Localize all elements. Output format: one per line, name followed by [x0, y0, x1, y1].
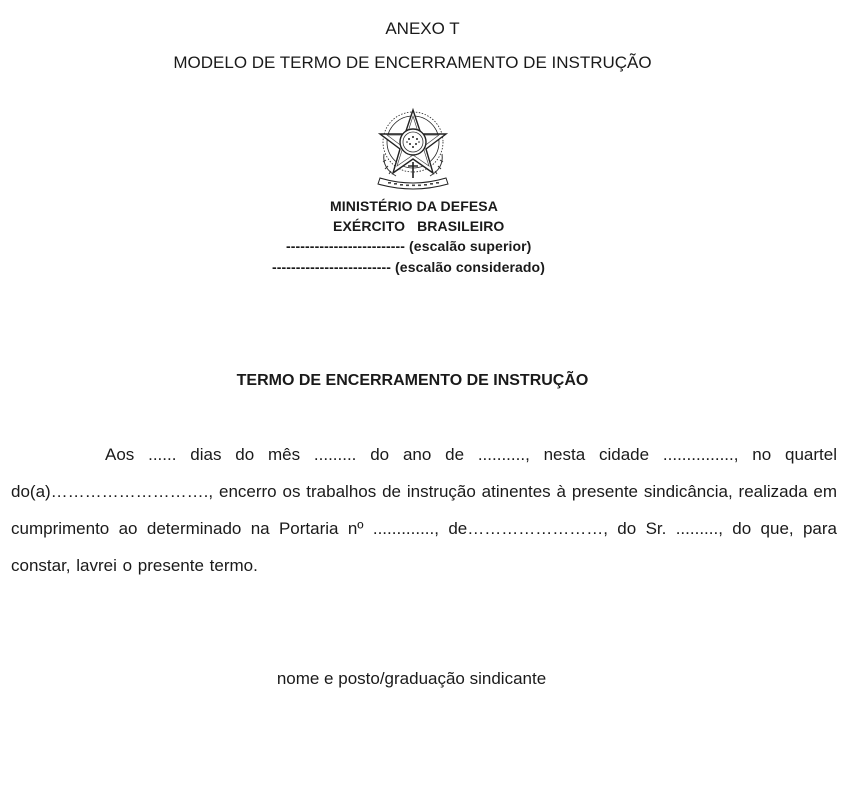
army-name: EXÉRCITO BRASILEIRO: [333, 218, 505, 234]
brazil-coat-of-arms-icon: [372, 104, 454, 192]
ministry-name: MINISTÉRIO DA DEFESA: [330, 198, 498, 214]
body-paragraph: Aos ...... dias do mês ......... do ano de .........., nesta cidade ..............., no quartel do(a)………………………., encerro os trabalhos de instrução atinentes à presente sindicância, realizada em cumprimento ao determinado na Portaria nº ............., de……………………, do Sr. ........., do que, para constar, lavrei o presente termo.: [11, 445, 837, 575]
upper-echelon-line: ------------------------- (escalão superior): [286, 238, 532, 254]
annex-label: ANEXO T: [385, 19, 460, 38]
considered-echelon-line: ------------------------- (escalão considerado): [272, 259, 545, 275]
document-title: TERMO DE ENCERRAMENTO DE INSTRUÇÃO: [236, 372, 589, 389]
model-title: MODELO DE TERMO DE ENCERRAMENTO DE INSTRUÇÃO: [173, 53, 652, 72]
signature-line: nome e posto/graduação sindicante: [276, 669, 547, 688]
